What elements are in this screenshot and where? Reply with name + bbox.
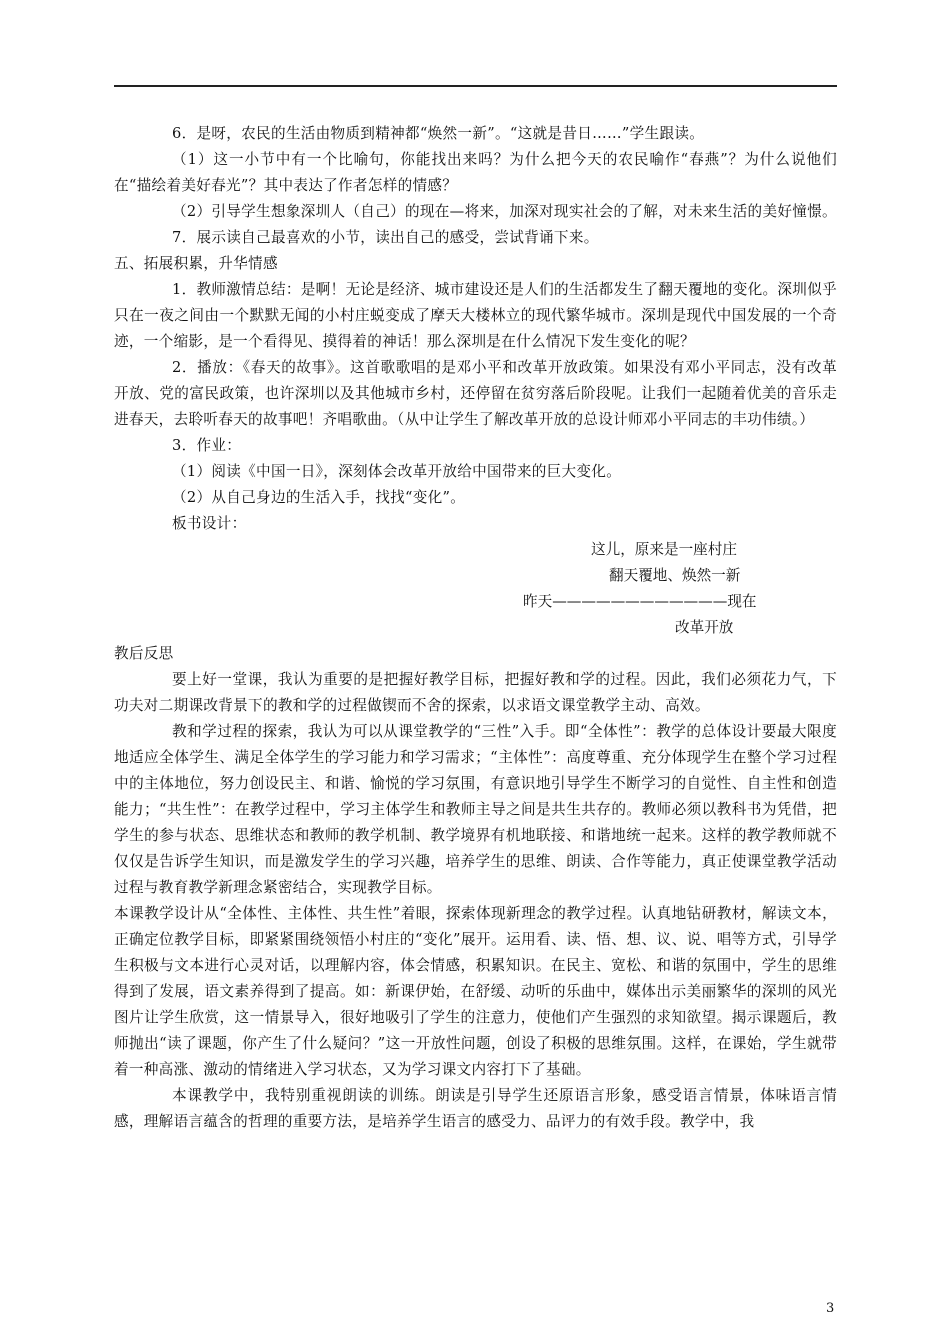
paragraph: 2．播放：《春天的故事》。这首歌歌唱的是邓小平和改革开放政策。如果没有邓小平同志，没有改革开放、党的富民政策，也许深圳以及其他城市乡村，还停留在贫穷落后阶段呢。让我们一起随着优美的音乐走进春天，去聆听春天的故事吧！齐唱歌曲。（从中让学生了解改革开放的总设计师邓小平同志的丰功伟绩。） [114, 359, 837, 428]
page-number: 3 [826, 1301, 835, 1316]
board-line-timeline: 昨天————————————现在 [523, 593, 757, 610]
paragraph: 1．教师激情总结：是啊！无论是经济、城市建设还是人们的生活都发生了翻天覆地的变化。深圳似乎只在一夜之间由一个默默无闻的小村庄蜕变成了摩天大楼林立的现代繁华城市。深圳是现代中国发展的一个奇迹，一个缩影，是一个看得见、摸得着的神话！那么深圳是在什么情况下发生变化的呢？ [114, 281, 837, 350]
paragraph: 板书设计： [172, 515, 247, 532]
board-line-village: 这儿，原来是一座村庄 [591, 541, 737, 558]
board-line-change: 翻天覆地、焕然一新 [609, 567, 741, 584]
lesson-steps [114, 121, 837, 537]
teaching-reflection [114, 641, 837, 1135]
board-line-reform: 改革开放 [675, 619, 734, 636]
document-body [114, 121, 837, 1135]
paragraph: 6．是呀，农民的生活由物质到精神都“焕然一新”。“这就是昔日……”学生跟读。 [172, 125, 705, 142]
paragraph: 教后反思 [114, 645, 174, 662]
paragraph: 本课教学中，我特别重视朗读的训练。朗读是引导学生还原语言形象，感受语言情景，体味语言情感，理解语言蕴含的哲理的重要方法，是培养学生语言的感受力、品评力的有效手段。教学中，我 [114, 1087, 837, 1130]
paragraph: （2）引导学生想象深圳人（自己）的现在—将来，加深对现实社会的了解，对未来生活的美好憧憬。 [172, 203, 837, 220]
paragraph: 五、拓展积累，升华情感 [114, 255, 278, 272]
paragraph: （1）这一小节中有一个比喻句，你能找出来吗？为什么把今天的农民喻作“春燕”？为什么说他们在“描绘着美好春光”？其中表达了作者怎样的情感？ [114, 151, 837, 194]
paragraph: 3．作业： [172, 437, 242, 454]
blackboard-design [114, 537, 837, 641]
paragraph: 要上好一堂课，我认为重要的是把握好教学目标，把握好教和学的过程。因此，我们必须花力气，下功夫对二期课改背景下的教和学的过程做锲而不舍的探索，以求语文课堂教学主动、高效。 [114, 671, 837, 714]
paragraph: （2）从自己身边的生活入手，找找“变化”。 [172, 489, 466, 506]
paragraph: 本课教学设计从“全体性、主体性、共生性”着眼，探索体现新理念的教学过程。认真地钻研教材，解读文本，正确定位教学目标，即紧紧围绕领悟小村庄的“变化”展开。运用看、读、悟、想、议、说、唱等方式，引导学生积极与文本进行心灵对话，以理解内容，体会情感，积累知识。在民主、宽松、和谐的氛围中，学生的思维得到了发展，语文素养得到了提高。如：新课伊始，在舒缓、动听的乐曲中，媒体出示美丽繁华的深圳的风光图片让学生欣赏，这一情景导入，很好地吸引了学生的注意力，使他们产生强烈的求知欲望。揭示课题后，教师抛出“读了课题，你产生了什么疑问？”这一开放性问题，创设了积极的思维氛围。这样，在课始，学生就带着一种高涨、激动的情绪进入学习状态，又为学习课文内容打下了基础。 [114, 905, 837, 1078]
paragraph: 7．展示读自己最喜欢的小节，读出自己的感受，尝试背诵下来。 [172, 229, 599, 246]
paragraph: （1）阅读《中国一日》，深刻体会改革开放给中国带来的巨大变化。 [172, 463, 622, 480]
paragraph: 教和学过程的探索，我认为可以从课堂教学的“三性”入手。即“全体性”：教学的总体设计要最大限度地适应全体学生、满足全体学生的学习能力和学习需求；“主体性”：高度尊重、充分体现学生在整个学习过程中的主体地位，努力创设民主、和谐、愉悦的学习氛围，有意识地引导学生不断学习的自觉性、自主性和创造能力；“共生性”：在教学过程中，学习主体学生和教师主导之间是共生共存的。教师必须以教科书为凭借，把学生的参与状态、思维状态和教师的教学机制、教学境界有机地联接、和谐地统一起来。这样的教学教师就不仅仅是告诉学生知识，而是激发学生的学习兴趣，培养学生的思维、朗读、合作等能力，真正使课堂教学活动过程与教育教学新理念紧密结合，实现教学目标。 [114, 723, 837, 896]
header-rule [114, 85, 837, 87]
